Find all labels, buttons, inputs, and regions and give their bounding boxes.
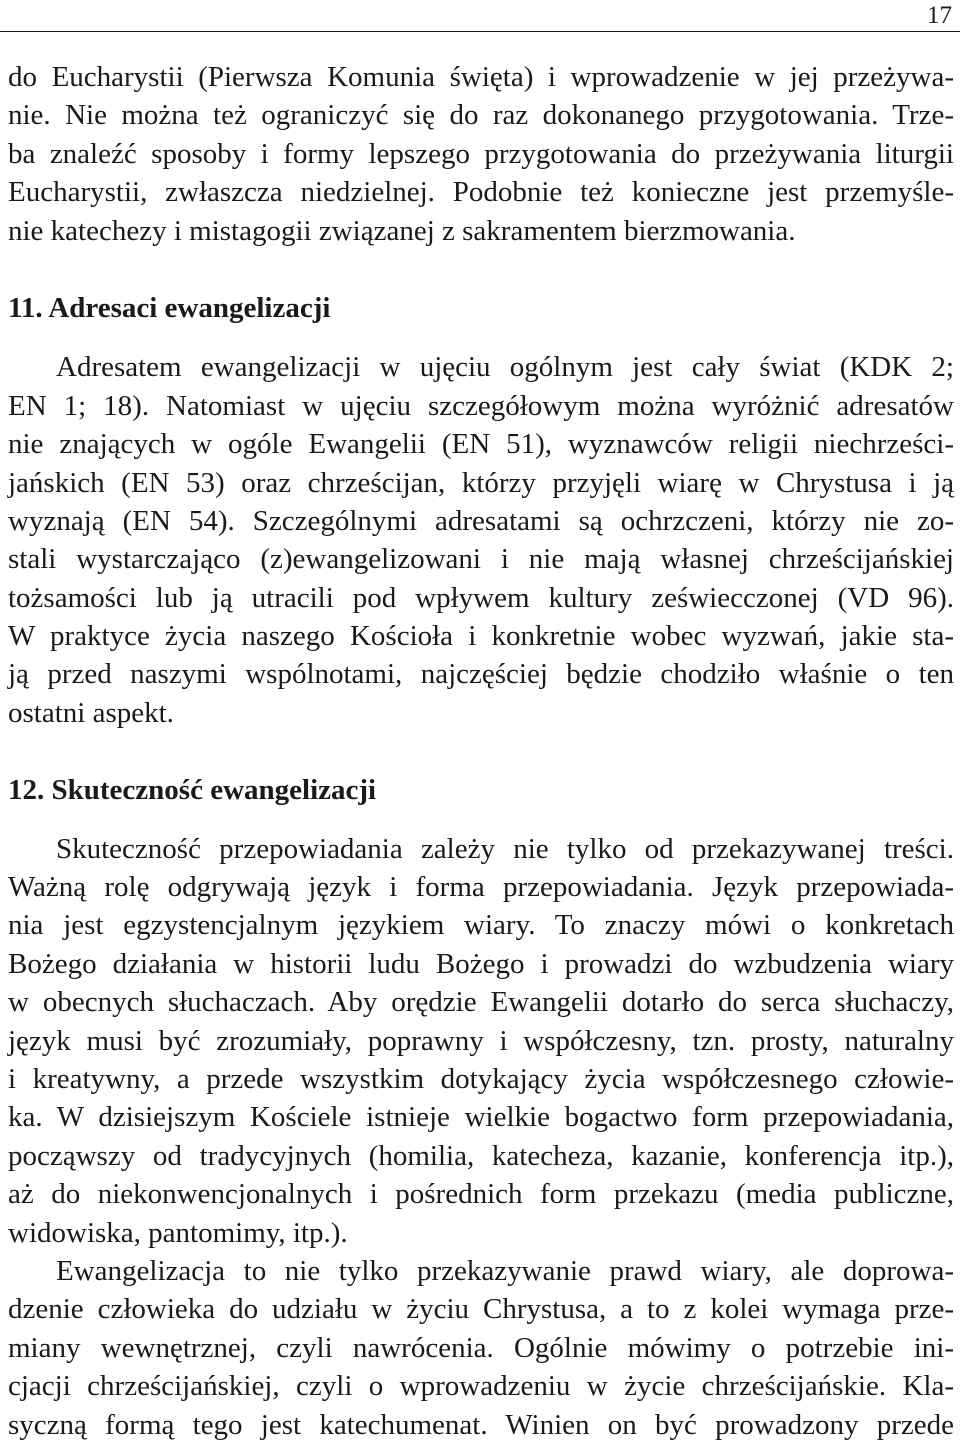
text-line: ba znaleźć sposoby i formy lepszego przygotowania do przeżywania liturgii [8, 137, 954, 170]
page-body [8, 58, 954, 1444]
text-line: wyznają (EN 54). Szczególnymi adresatami są ochrzczeni, którzy nie zo- [8, 504, 954, 537]
text-line: aż do niekonwencjonalnych i pośrednich form przekazu (media publiczne, [8, 1178, 954, 1211]
section-11-paragraph [8, 348, 954, 732]
section-12-paragraph-2 [8, 1252, 954, 1444]
text-line: dzenie człowieka do udziału w życiu Chrystusa, a to z kolei wymaga prze- [8, 1293, 954, 1326]
text-line: nie katechezy i mistagogii związanej z sakramentem bierzmowania. [8, 214, 796, 247]
text-line: ją przed naszymi wspólnotami, najczęściej będzie chodziło właśnie o ten [8, 658, 954, 691]
text-line: EN 1; 18). Natomiast w ujęciu szczegółowym można wyróżnić adresatów [8, 389, 954, 422]
text-line: tożsamości lub ją utracili pod wpływem kultury zeświecczonej (VD 96). [8, 581, 954, 614]
text-line: W praktyce życia naszego Kościoła i konkretnie wobec wyzwań, jakie sta- [8, 620, 954, 653]
text-line: nie. Nie można też ograniczyć się do raz dokonanego przygotowania. Trze- [8, 99, 954, 132]
text-line: stali wystarczająco (z)ewangelizowani i nie mają własnej chrześcijańskiej [8, 543, 954, 576]
text-line: począwszy od tradycyjnych (homilia, katecheza, kazanie, konferencja itp.), [8, 1139, 954, 1172]
section-heading-12: 12. Skuteczność ewangelizacji [8, 774, 377, 807]
text-line: język musi być zrozumiały, poprawny i współczesny, tzn. prosty, naturalny [8, 1024, 954, 1057]
text-line: Skuteczność przepowiadania zależy nie tylko od przekazywanej treści. [56, 832, 954, 865]
text-line: cjacji chrześcijańskiej, czyli o wprowadzeniu w życie chrześcijańskie. Kla- [8, 1370, 954, 1403]
section-12-paragraph-1 [8, 830, 954, 1252]
text-line: nie znających w ogóle Ewangelii (EN 51), wyznawców religii niechrześci- [8, 428, 954, 461]
header-rule [0, 31, 960, 32]
text-line: i kreatywny, a przede wszystkim dotykający życia współczesnego człowie- [8, 1062, 954, 1095]
intro-paragraph [8, 58, 954, 250]
page-number: 17 [927, 2, 952, 29]
text-line: ostatni aspekt. [8, 696, 174, 729]
text-line: widowiska, pantomimy, itp.). [8, 1216, 348, 1249]
text-line: w obecnych słuchaczach. Aby orędzie Ewangelii dotarło do serca słuchaczy, [8, 986, 954, 1019]
text-line: ka. W dzisiejszym Kościele istnieje wielkie bogactwo form przepowiadania, [8, 1101, 954, 1134]
text-line: Eucharystii, zwłaszcza niedzielnej. Podobnie też konieczne jest przemyśle- [8, 176, 954, 209]
text-line: Adresatem ewangelizacji w ujęciu ogólnym jest cały świat (KDK 2; [56, 351, 954, 384]
text-line: miany wewnętrznej, czyli nawrócenia. Ogólnie mówimy o potrzebie ini- [8, 1331, 954, 1364]
text-line: syczną formą tego jest katechumenat. Winien on być prowadzony przede [8, 1408, 954, 1441]
text-line: do Eucharystii (Pierwsza Komunia święta) i wprowadzenie w jej przeżywa- [8, 61, 954, 93]
text-line: nia jest egzystencjalnym językiem wiary. To znaczy mówi o konkretach [8, 909, 954, 942]
text-line: Ważną rolę odgrywają język i forma przepowiadania. Język przepowiada- [8, 871, 954, 904]
text-line: Bożego działania w historii ludu Bożego i prowadzi do wzbudzenia wiary [8, 947, 954, 980]
section-heading-11: 11. Adresaci ewangelizacji [8, 291, 331, 324]
text-line: Ewangelizacja to nie tylko przekazywanie prawd wiary, ale doprowa- [56, 1254, 954, 1287]
text-line: jańskich (EN 53) oraz chrześcijan, którzy przyjęli wiarę w Chrystusa i ją [8, 466, 954, 499]
